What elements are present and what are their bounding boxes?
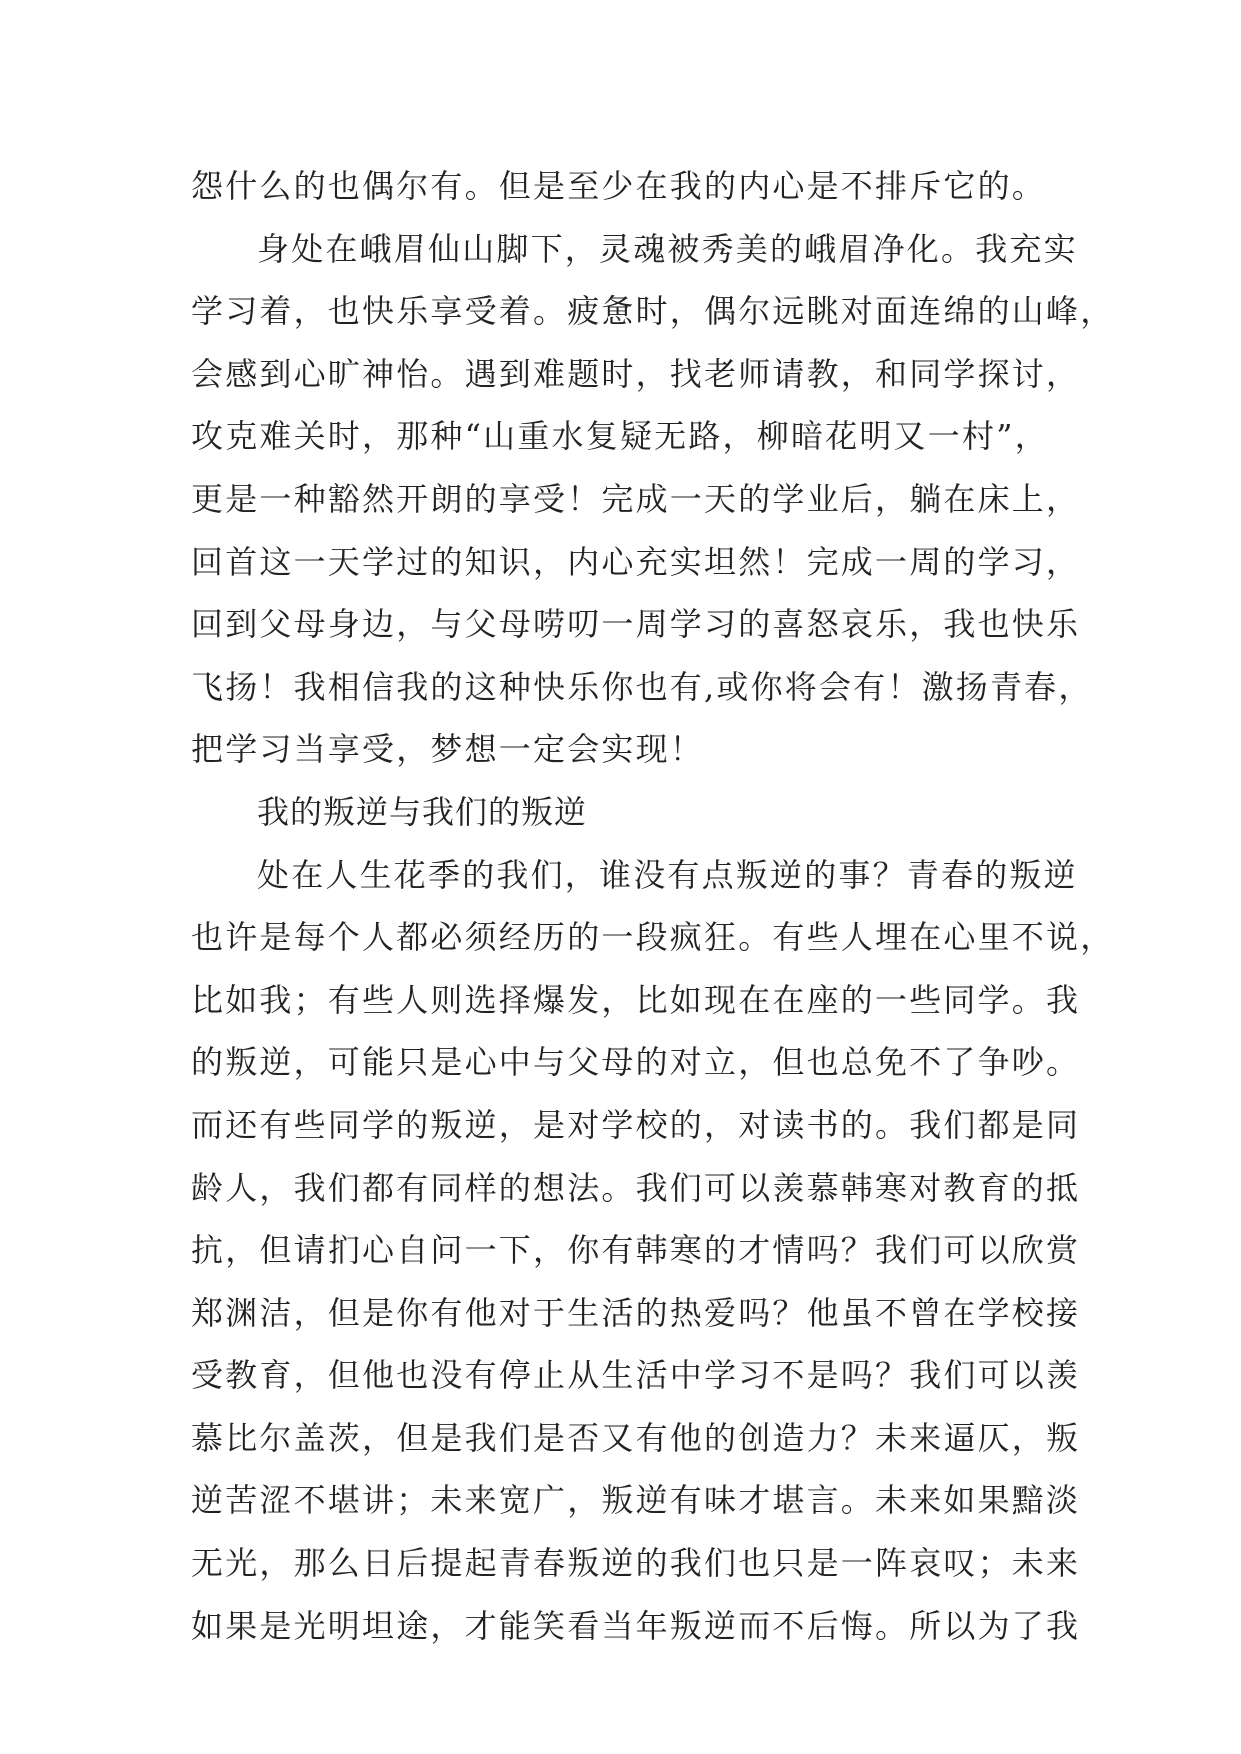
- body-text: [191, 155, 1115, 1657]
- text-line: 如果是光明坦途，才能笑看当年叛逆而不后悔。所以为了我: [191, 1606, 1081, 1645]
- text-line: 更是一种豁然开朗的享受！完成一天的学业后，躺在床上，: [191, 479, 1081, 518]
- text-line: 会感到心旷神怡。遇到难题时，找老师请教，和同学探讨，: [191, 354, 1081, 393]
- text-line: 抗，但请扪心自问一下，你有韩寒的才情吗？我们可以欣赏: [191, 1231, 1081, 1270]
- text-line: 逆苦涩不堪讲；未来宽广，叛逆有味才堪言。未来如果黯淡: [191, 1481, 1081, 1520]
- text-line: 也许是每个人都必须经历的一段疯狂。有些人埋在心里不说，: [191, 918, 1115, 957]
- text-line: 攻克难关时，那种“山重水复疑无路，柳暗花明又一村”，: [191, 417, 1049, 456]
- text-line: 而还有些同学的叛逆，是对学校的，对读书的。我们都是同: [191, 1105, 1081, 1144]
- text-line: 无光，那么日后提起青春叛逆的我们也只是一阵哀叹；未来: [191, 1544, 1081, 1583]
- text-line: 慕比尔盖茨，但是我们是否又有他的创造力？未来逼仄，叛: [191, 1418, 1081, 1457]
- paragraph-start-line: 身处在峨眉仙山脚下，灵魂被秀美的峨眉净化。我充实: [257, 229, 1078, 268]
- text-line: 回首这一天学过的知识，内心充实坦然！完成一周的学习，: [191, 542, 1081, 581]
- text-line: 怨什么的也偶尔有。但是至少在我的内心是不排斥它的。: [191, 167, 1047, 205]
- text-line: 郑渊洁，但是你有他对于生活的热爱吗？他虽不曾在学校接: [191, 1293, 1081, 1332]
- section-heading: 我的叛逆与我们的叛逆: [257, 792, 588, 831]
- text-line: 学习着，也快乐享受着。疲惫时，偶尔远眺对面连绵的山峰，: [191, 292, 1115, 331]
- text-line: 飞扬！我相信我的这种快乐你也有,或你将会有！激扬青春，: [191, 667, 1093, 706]
- text-line: 龄人，我们都有同样的想法。我们可以羡慕韩寒对教育的抵: [191, 1168, 1081, 1207]
- text-line: 比如我；有些人则选择爆发，比如现在在座的一些同学。我: [191, 980, 1081, 1019]
- text-line: 回到父母身边，与父母唠叨一周学习的喜怒哀乐，我也快乐: [191, 605, 1081, 644]
- text-line: 的叛逆，可能只是心中与父母的对立，但也总免不了争吵。: [191, 1043, 1081, 1082]
- text-line: 把学习当享受，梦想一定会实现！: [191, 730, 705, 769]
- paragraph-start-line: 处在人生花季的我们，谁没有点叛逆的事？青春的叛逆: [257, 855, 1078, 894]
- text-line: 受教育，但他也没有停止从生活中学习不是吗？我们可以羡: [191, 1356, 1081, 1395]
